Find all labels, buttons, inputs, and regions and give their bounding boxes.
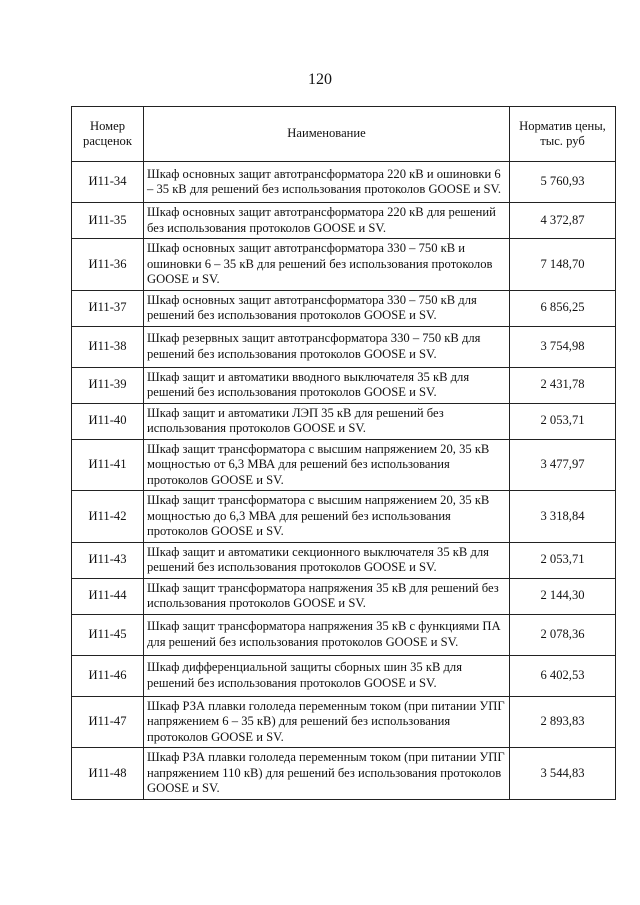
table-row — [72, 367, 616, 403]
row-price: 3 477,97 — [510, 439, 616, 491]
table-row — [72, 326, 616, 367]
row-name: Шкаф защит трансформатора с высшим напряжением 20, 35 кВ мощностью до 6,3 МВА для решений без использования протоколов GOOSE и SV. — [144, 491, 510, 543]
row-price: 2 078,36 — [510, 614, 616, 655]
table-row — [72, 403, 616, 439]
row-price: 3 754,98 — [510, 326, 616, 367]
table-row — [72, 614, 616, 655]
row-code: И11-45 — [72, 614, 144, 655]
table-row — [72, 542, 616, 578]
row-code: И11-34 — [72, 162, 144, 203]
table-row — [72, 491, 616, 543]
row-price: 2 431,78 — [510, 367, 616, 403]
table-row — [72, 439, 616, 491]
table-row — [72, 203, 616, 239]
row-name: Шкаф основных защит автотрансформатора 220 кВ для решений без использования протоколов GOOSE и SV. — [144, 203, 510, 239]
row-code: И11-42 — [72, 491, 144, 543]
price-table — [71, 106, 616, 800]
row-name: Шкаф защит и автоматики вводного выключателя 35 кВ для решений без использования протоколов GOOSE и SV. — [144, 367, 510, 403]
row-code: И11-41 — [72, 439, 144, 491]
table-row — [72, 748, 616, 800]
row-code: И11-40 — [72, 403, 144, 439]
row-name: Шкаф резервных защит автотрансформатора 330 – 750 кВ для решений без использования протоколов GOOSE и SV. — [144, 326, 510, 367]
table-row — [72, 696, 616, 748]
table-row — [72, 239, 616, 291]
page-number: 120 — [308, 71, 332, 88]
table-body — [72, 162, 616, 800]
row-price: 4 372,87 — [510, 203, 616, 239]
table-row — [72, 290, 616, 326]
row-price: 6 856,25 — [510, 290, 616, 326]
header-price: Норматив цены, тыс. руб — [510, 107, 616, 162]
row-price: 2 053,71 — [510, 542, 616, 578]
header-code: Номер расценок — [72, 107, 144, 162]
row-name: Шкаф основных защит автотрансформатора 330 – 750 кВ для решений без использования протоколов GOOSE и SV. — [144, 290, 510, 326]
row-name: Шкаф защит трансформатора напряжения 35 кВ с функциями ПА для решений без использования протоколов GOOSE и SV. — [144, 614, 510, 655]
row-code: И11-38 — [72, 326, 144, 367]
row-name: Шкаф защит трансформатора с высшим напряжением 20, 35 кВ мощностью от 6,3 МВА для решений без использования протоколов GOOSE и SV. — [144, 439, 510, 491]
row-price: 2 053,71 — [510, 403, 616, 439]
row-code: И11-43 — [72, 542, 144, 578]
row-code: И11-39 — [72, 367, 144, 403]
row-code: И11-48 — [72, 748, 144, 800]
table-row — [72, 655, 616, 696]
row-code: И11-47 — [72, 696, 144, 748]
header-name: Наименование — [144, 107, 510, 162]
row-code: И11-37 — [72, 290, 144, 326]
row-name: Шкаф основных защит автотрансформатора 330 – 750 кВ и ошиновки 6 – 35 кВ для решений без использования протоколов GOOSE и SV. — [144, 239, 510, 291]
row-price: 6 402,53 — [510, 655, 616, 696]
table-row — [72, 162, 616, 203]
row-price: 3 544,83 — [510, 748, 616, 800]
row-name: Шкаф защит трансформатора напряжения 35 кВ для решений без использования протоколов GOOSE и SV. — [144, 578, 510, 614]
row-code: И11-35 — [72, 203, 144, 239]
row-code: И11-44 — [72, 578, 144, 614]
row-price: 7 148,70 — [510, 239, 616, 291]
row-name: Шкаф основных защит автотрансформатора 220 кВ и ошиновки 6 – 35 кВ для решений без использования протоколов GOOSE и SV. — [144, 162, 510, 203]
row-price: 3 318,84 — [510, 491, 616, 543]
row-price: 2 144,30 — [510, 578, 616, 614]
row-price: 2 893,83 — [510, 696, 616, 748]
row-code: И11-46 — [72, 655, 144, 696]
row-name: Шкаф РЗА плавки гололеда переменным током (при питании УПГ напряжением 6 – 35 кВ) для решений без использования протоколов GOOSE и SV. — [144, 696, 510, 748]
table-row — [72, 578, 616, 614]
row-name: Шкаф дифференциальной защиты сборных шин 35 кВ для решений без использования протоколов GOOSE и SV. — [144, 655, 510, 696]
table-header-row — [72, 107, 616, 162]
row-price: 5 760,93 — [510, 162, 616, 203]
row-code: И11-36 — [72, 239, 144, 291]
row-name: Шкаф защит и автоматики секционного выключателя 35 кВ для решений без использования протоколов GOOSE и SV. — [144, 542, 510, 578]
row-name: Шкаф защит и автоматики ЛЭП 35 кВ для решений без использования протоколов GOOSE и SV. — [144, 403, 510, 439]
row-name: Шкаф РЗА плавки гололеда переменным током (при питании УПГ напряжением 110 кВ) для решений без использования протоколов GOOSE и SV. — [144, 748, 510, 800]
